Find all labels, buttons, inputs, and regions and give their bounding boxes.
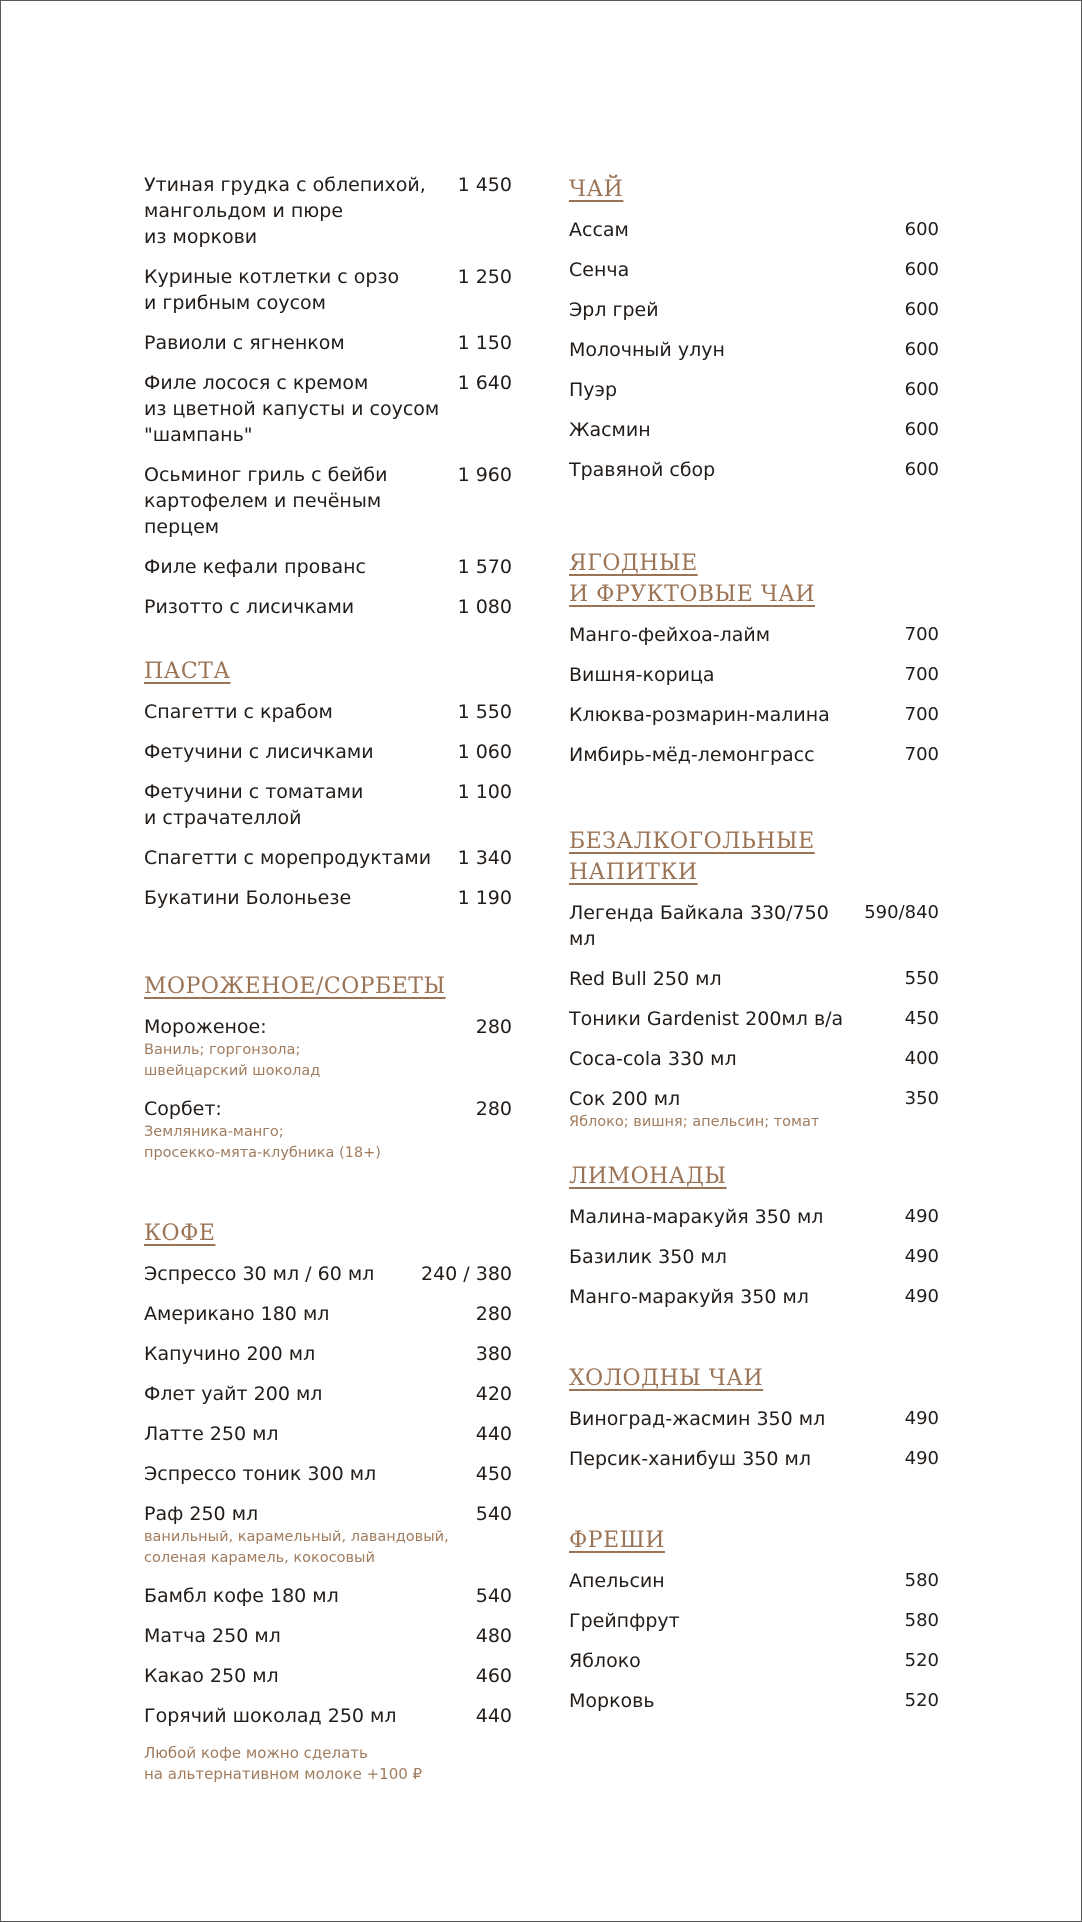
- menu-item-text: [569, 297, 905, 323]
- menu-item-text: [144, 594, 458, 620]
- menu-item-price: 1 100: [457, 781, 512, 803]
- menu-item-price: 600: [904, 339, 939, 360]
- menu-item-price: 600: [904, 299, 939, 320]
- section-heading: ЧАЙ: [569, 177, 624, 202]
- menu-item-text: [569, 1244, 905, 1270]
- menu-item-price: 490: [904, 1448, 939, 1469]
- section-heading: ХОЛОДНЫ ЧАИ: [569, 1366, 764, 1391]
- menu-item-text: [569, 337, 905, 363]
- menu-item-text: [144, 1623, 476, 1649]
- menu-item-name: Латте 250 мл: [144, 1423, 279, 1445]
- menu-item-name: Американо 180 мл: [144, 1303, 330, 1325]
- menu-item-name: Эспрессо тоник 300 мл: [144, 1463, 377, 1485]
- coffee-section: [144, 1218, 512, 1785]
- menu-item-name: Пуэр: [569, 379, 618, 401]
- menu-item-price: 1 640: [457, 372, 512, 394]
- menu-item-text: [569, 1046, 905, 1072]
- menu-item: [144, 554, 512, 580]
- menu-item-price: 490: [904, 1246, 939, 1267]
- menu-item-text: [569, 900, 864, 952]
- menu-item: [144, 1301, 512, 1327]
- menu-item-name: Легенда Байкала 330/750 мл: [569, 902, 829, 950]
- menu-item-text: [144, 1461, 476, 1487]
- menu-item-name: Фетучини с томатами и страчателлой: [144, 781, 364, 829]
- menu-item-note: Яблоко; вишня; апельсин; томат: [569, 1114, 820, 1130]
- menu-item: [569, 1568, 939, 1594]
- menu-item: [144, 1623, 512, 1649]
- menu-item-name: Эспрессо 30 мл / 60 мл: [144, 1263, 375, 1285]
- menu-item: [569, 1608, 939, 1634]
- menu-item-text: [569, 457, 905, 483]
- menu-item-text: [144, 845, 458, 871]
- menu-item: [144, 1703, 512, 1729]
- menu-item: [569, 742, 939, 768]
- menu-item: [144, 1421, 512, 1447]
- menu-item-name: Яблоко: [569, 1650, 641, 1672]
- menu-item: [569, 900, 939, 952]
- menu-item: [144, 370, 512, 448]
- menu-item-price: 490: [904, 1206, 939, 1227]
- menu-item-text: [569, 377, 905, 403]
- menu-item-price: 1 080: [457, 596, 512, 618]
- menu-item-text: [144, 739, 458, 765]
- menu-item: [569, 1284, 939, 1310]
- menu-item-text: [144, 1096, 476, 1164]
- menu-item-text: [144, 1014, 476, 1082]
- menu-item: [569, 337, 939, 363]
- menu-item-name: Равиоли с ягненком: [144, 332, 345, 354]
- menu-item-text: [569, 1086, 905, 1133]
- menu-item-text: [569, 1648, 905, 1674]
- menu-item-text: [144, 264, 458, 316]
- menu-item-name: Флет уайт 200 мл: [144, 1383, 323, 1405]
- menu-item-price: 400: [904, 1048, 939, 1069]
- menu-item-name: Ризотто с лисичками: [144, 596, 355, 618]
- menu-item: [569, 417, 939, 443]
- menu-item-text: [569, 1006, 905, 1032]
- menu-item-price: 1 340: [457, 847, 512, 869]
- menu-item-name: Вишня-корица: [569, 664, 715, 686]
- menu-item-text: [569, 1446, 905, 1472]
- menu-item-price: 520: [904, 1690, 939, 1711]
- menu-item-name: Манго-маракуйя 350 мл: [569, 1286, 809, 1308]
- menu-item-name: Филе лосося с кремом из цветной капусты и соусом "шампань": [144, 372, 440, 446]
- ice-cream-section: [144, 971, 512, 1178]
- menu-item-name: Травяной сбор: [569, 459, 716, 481]
- menu-item: [144, 1381, 512, 1407]
- menu-item-name: Тоники Gardenist 200мл в/а: [569, 1008, 844, 1030]
- section-heading: БЕЗАЛКОГОЛЬНЫЕ НАПИТКИ: [569, 829, 815, 885]
- menu-item-text: [144, 1341, 476, 1367]
- menu-item-price: 1 570: [457, 556, 512, 578]
- menu-item: [569, 377, 939, 403]
- menu-item-name: Какао 250 мл: [144, 1665, 279, 1687]
- menu-item: [144, 845, 512, 871]
- menu-item-price: 600: [904, 259, 939, 280]
- menu-item-name: Фетучини с лисичками: [144, 741, 374, 763]
- section-heading: ЯГОДНЫЕ И ФРУКТОВЫЕ ЧАИ: [569, 551, 816, 607]
- menu-item-price: 600: [904, 379, 939, 400]
- menu-item: [569, 1446, 939, 1472]
- menu-item: [144, 264, 512, 316]
- menu-item-name: Эрл грей: [569, 299, 659, 321]
- menu-item-name: Апельсин: [569, 1570, 665, 1592]
- menu-item-price: 450: [475, 1463, 512, 1485]
- menu-item-text: [144, 1301, 476, 1327]
- menu-item: [569, 1006, 939, 1032]
- menu-item-text: [569, 1608, 905, 1634]
- menu-item-price: 450: [904, 1008, 939, 1029]
- menu-item: [569, 966, 939, 992]
- menu-item: [144, 1014, 512, 1082]
- menu-item: [144, 172, 512, 250]
- fruit-tea-section: [569, 548, 939, 782]
- menu-item-text: [144, 370, 458, 448]
- menu-item-text: [569, 257, 905, 283]
- menu-item-text: [144, 1421, 476, 1447]
- menu-item-price: 240 / 380: [420, 1263, 512, 1285]
- menu-item: [144, 594, 512, 620]
- menu-item-text: [144, 462, 458, 540]
- menu-item-price: 490: [904, 1286, 939, 1307]
- menu-item-price: 280: [475, 1303, 512, 1325]
- menu-item-price: 600: [904, 459, 939, 480]
- menu-item-price: 420: [475, 1383, 512, 1405]
- menu-item-note: ванильный, карамельный, лавандовый, соленая карамель, кокосовый: [144, 1529, 449, 1566]
- menu-item-text: [569, 622, 905, 648]
- menu-item-price: 580: [904, 1570, 939, 1591]
- menu-item-text: [144, 172, 458, 250]
- menu-item: [144, 1261, 512, 1287]
- menu-item-price: 1 450: [457, 174, 512, 196]
- menu-item-price: 700: [904, 664, 939, 685]
- cold-tea-section: [569, 1363, 939, 1486]
- menu-item: [144, 885, 512, 911]
- menu-item-text: [144, 1381, 476, 1407]
- menu-item-name: Морковь: [569, 1690, 655, 1712]
- menu-item-price: 380: [475, 1343, 512, 1365]
- menu-item: [569, 217, 939, 243]
- menu-item-price: 350: [904, 1088, 939, 1109]
- menu-item-name: Виноград-жасмин 350 мл: [569, 1408, 826, 1430]
- menu-item-price: 1 550: [457, 701, 512, 723]
- menu-item-price: 520: [904, 1650, 939, 1671]
- section-heading: ФРЕШИ: [569, 1528, 665, 1553]
- menu-item: [144, 1461, 512, 1487]
- menu-item-price: 480: [475, 1625, 512, 1647]
- menu-item-text: [144, 1261, 421, 1287]
- menu-item-price: 440: [475, 1705, 512, 1727]
- tea-section: [569, 174, 939, 497]
- menu-item-price: 600: [904, 419, 939, 440]
- menu-item-price: 590/840: [864, 902, 939, 923]
- section-heading: КОФЕ: [144, 1221, 216, 1246]
- menu-item-text: [144, 1703, 476, 1729]
- menu-item-price: 700: [904, 704, 939, 725]
- menu-item-price: 460: [475, 1665, 512, 1687]
- lemonades-section: [569, 1161, 939, 1324]
- menu-item-price: 1 190: [457, 887, 512, 909]
- menu-item-name: Молочный улун: [569, 339, 725, 361]
- menu-item-name: Осьминог гриль с бейби картофелем и печёным перцем: [144, 464, 388, 538]
- menu-item-text: [144, 330, 458, 356]
- menu-item: [144, 1341, 512, 1367]
- menu-item-name: Манго-фейхоа-лайм: [569, 624, 771, 646]
- section-heading: ЛИМОНАДЫ: [569, 1164, 727, 1189]
- menu-item-text: [569, 742, 905, 768]
- menu-item-text: [569, 1284, 905, 1310]
- coffee-footnote: Любой кофе можно сделать на альтернативном молоке +100 ₽: [144, 1744, 423, 1783]
- menu-item-price: 1 250: [457, 266, 512, 288]
- soft-drinks-section: [569, 826, 939, 1147]
- menu-item-name: Капучино 200 мл: [144, 1343, 316, 1365]
- menu-item: [569, 1648, 939, 1674]
- menu-item-name: Имбирь-мёд-лемонграсс: [569, 744, 815, 766]
- menu-item-price: 540: [475, 1585, 512, 1607]
- menu-item-text: [144, 1583, 476, 1609]
- menu-item: [569, 257, 939, 283]
- menu-item-name: Ассам: [569, 219, 629, 241]
- menu-item-name: Сок 200 мл: [569, 1088, 681, 1110]
- menu-item-name: Red Bull 250 мл: [569, 968, 722, 990]
- mains-section: [144, 172, 512, 634]
- menu-item-text: [569, 1688, 905, 1714]
- menu-item-name: Базилик 350 мл: [569, 1246, 727, 1268]
- menu-item-name: Персик-ханибуш 350 мл: [569, 1448, 811, 1470]
- menu-item-price: 280: [475, 1016, 512, 1038]
- menu-item: [569, 1244, 939, 1270]
- menu-item: [569, 457, 939, 483]
- menu-item-price: 700: [904, 624, 939, 645]
- menu-item: [144, 779, 512, 831]
- menu-item-price: 1 060: [457, 741, 512, 763]
- menu-item-name: Мороженое:: [144, 1016, 267, 1038]
- menu-item-text: [144, 1501, 476, 1569]
- menu-item: [569, 297, 939, 323]
- menu-item-name: Бамбл кофе 180 мл: [144, 1585, 339, 1607]
- menu-item-name: Жасмин: [569, 419, 651, 441]
- menu-item-text: [144, 885, 458, 911]
- menu-item-name: Матча 250 мл: [144, 1625, 281, 1647]
- menu-item-text: [569, 1204, 905, 1230]
- menu-item: [569, 1406, 939, 1432]
- menu-item-price: 440: [475, 1423, 512, 1445]
- menu-item-name: Грейпфрут: [569, 1610, 680, 1632]
- menu-item: [144, 1663, 512, 1689]
- menu-item-note: Ваниль; горгонзола; швейцарский шоколад: [144, 1042, 321, 1079]
- menu-item: [144, 1501, 512, 1569]
- fresh-section: [569, 1525, 939, 1728]
- menu-item-price: 550: [904, 968, 939, 989]
- menu-item: [569, 622, 939, 648]
- menu-item: [569, 1086, 939, 1133]
- menu-item-text: [569, 217, 905, 243]
- menu-item-text: [144, 699, 458, 725]
- menu-item-name: Сенча: [569, 259, 630, 281]
- menu-item: [144, 699, 512, 725]
- menu-item: [144, 1583, 512, 1609]
- menu-item: [569, 1046, 939, 1072]
- menu-item-text: [144, 1663, 476, 1689]
- menu-item: [569, 1688, 939, 1714]
- menu-item-name: Раф 250 мл: [144, 1503, 259, 1525]
- menu-item-text: [569, 966, 905, 992]
- menu-item: [144, 330, 512, 356]
- menu-item-price: 580: [904, 1610, 939, 1631]
- menu-item-text: [569, 662, 905, 688]
- menu-item-text: [569, 702, 905, 728]
- menu-item-text: [569, 1568, 905, 1594]
- menu-item-text: [569, 417, 905, 443]
- section-heading: ПАСТА: [144, 659, 231, 684]
- menu-item-name: Клюква-розмарин-малина: [569, 704, 830, 726]
- pasta-section: [144, 656, 512, 925]
- menu-item-text: [569, 1406, 905, 1432]
- menu-item-name: Утиная грудка с облепихой, мангольдом и пюре из моркови: [144, 174, 426, 248]
- menu-item-name: Куриные котлетки с орзо и грибным соусом: [144, 266, 400, 314]
- menu-item-price: 280: [475, 1098, 512, 1120]
- menu-item: [569, 662, 939, 688]
- menu-item-text: [144, 554, 458, 580]
- menu-item-price: 600: [904, 219, 939, 240]
- menu-item-name: Букатини Болоньезе: [144, 887, 352, 909]
- section-heading: МОРОЖЕНОЕ/СОРБЕТЫ: [144, 974, 446, 999]
- menu-item-name: Малина-маракуйя 350 мл: [569, 1206, 824, 1228]
- menu-item: [144, 462, 512, 540]
- menu-item-text: [144, 779, 458, 831]
- menu-item: [144, 739, 512, 765]
- menu-item-price: 540: [475, 1503, 512, 1525]
- menu-item: [569, 1204, 939, 1230]
- menu-item-price: 1 960: [457, 464, 512, 486]
- menu-item-name: Горячий шоколад 250 мл: [144, 1705, 397, 1727]
- menu-item: [569, 702, 939, 728]
- menu-item-price: 1 150: [457, 332, 512, 354]
- menu-item-price: 700: [904, 744, 939, 765]
- menu-item-name: Спагетти с морепродуктами: [144, 847, 432, 869]
- menu-item-name: Сорбет:: [144, 1098, 222, 1120]
- menu-item-price: 490: [904, 1408, 939, 1429]
- menu-item-note: Земляника-манго; просекко-мята-клубника (18+): [144, 1124, 381, 1161]
- menu-item-name: Coca-cola 330 мл: [569, 1048, 737, 1070]
- menu-item-name: Филе кефали прованс: [144, 556, 366, 578]
- menu-item: [144, 1096, 512, 1164]
- menu-item-name: Спагетти с крабом: [144, 701, 333, 723]
